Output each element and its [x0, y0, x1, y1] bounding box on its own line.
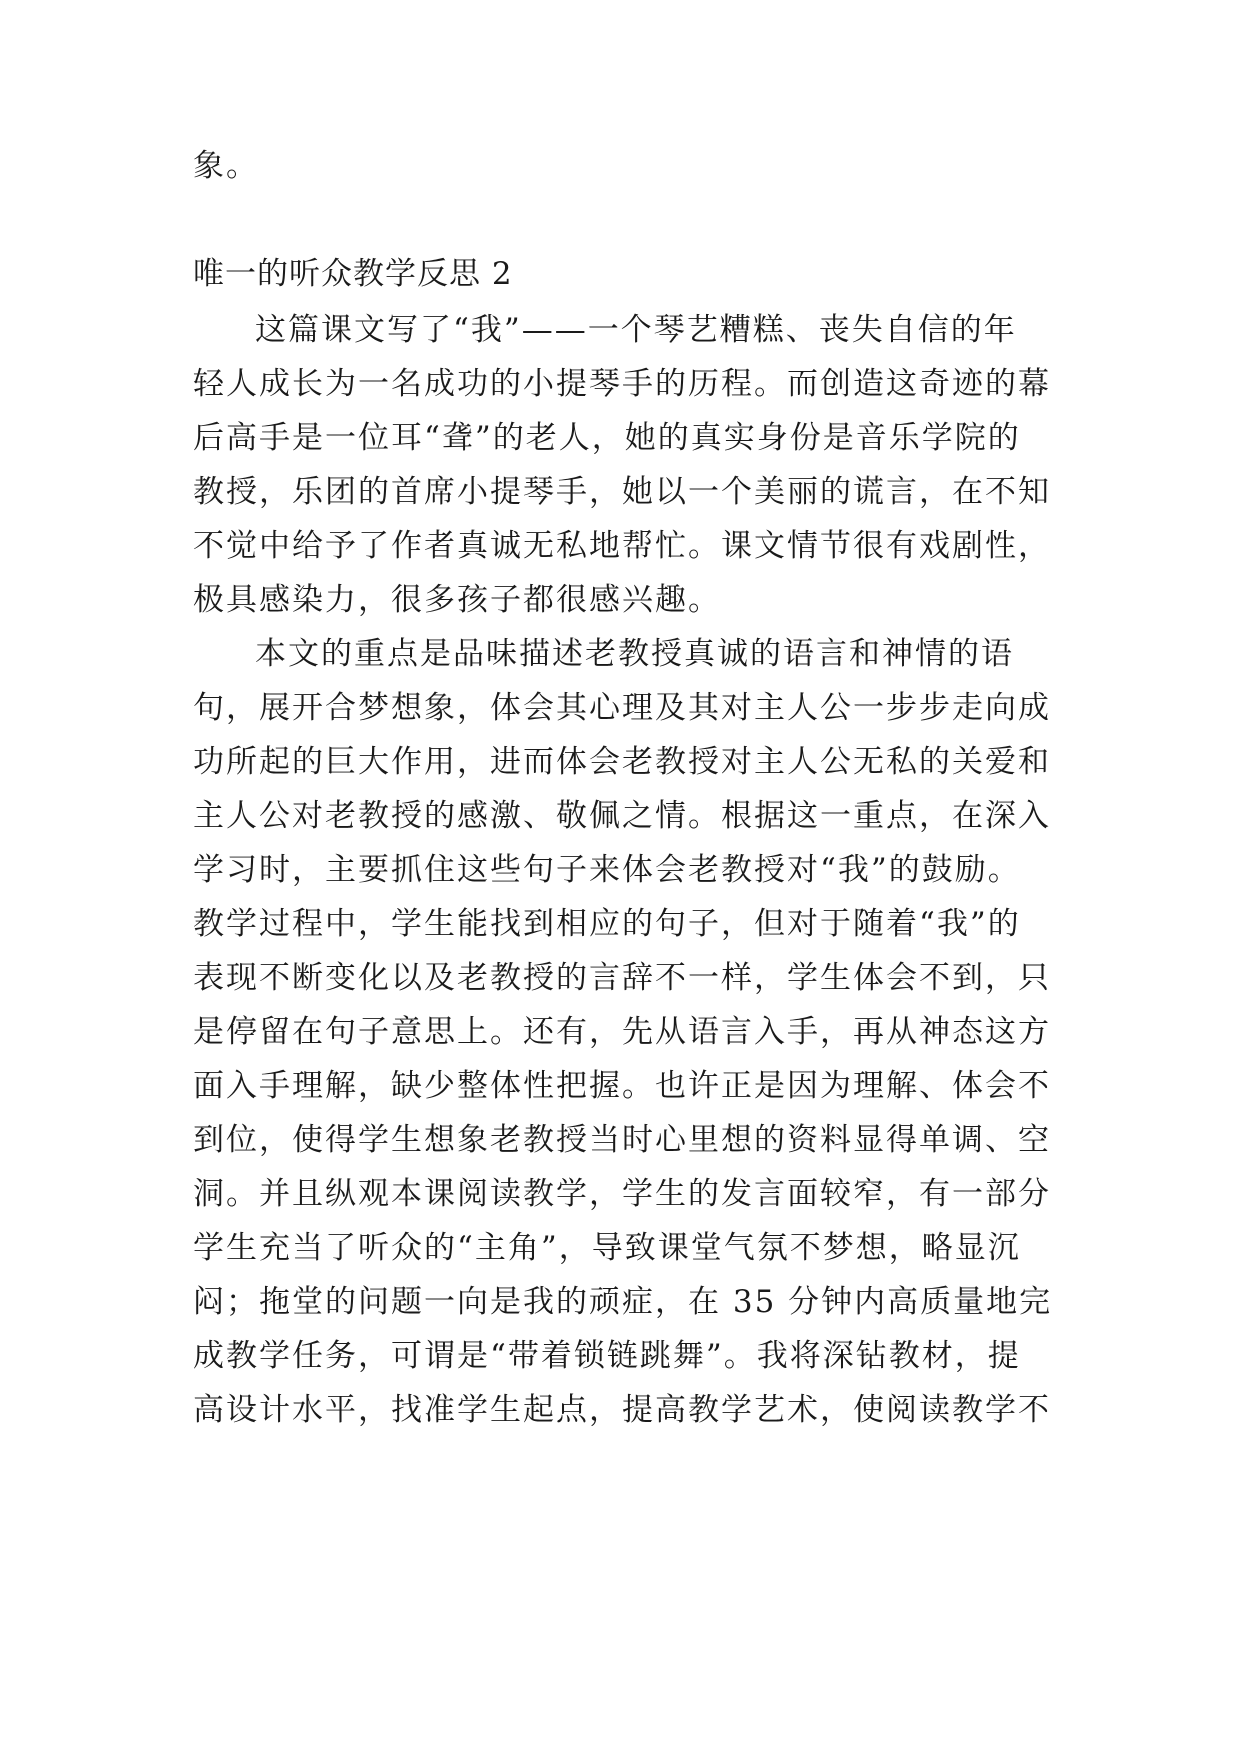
paragraph-line: 成教学任务，可谓是“带着锁链跳舞”。我将深钻教材，提	[193, 1338, 1021, 1374]
paragraph-line: 不觉中给予了作者真诚无私地帮忙。课文情节很有戏剧性，	[193, 528, 1051, 564]
paragraph-line: 闷；拖堂的问题一向是我的顽症，在 35 分钟内高质量地完	[193, 1284, 1053, 1320]
paragraph-line: 极具感染力，很多孩子都很感兴趣。	[193, 582, 721, 618]
paragraph-line: 轻人成长为一名成功的小提琴手的历程。而创造这奇迹的幕	[193, 366, 1051, 402]
paragraph-line: 功所起的巨大作用，进而体会老教授对主人公无私的关爱和	[193, 744, 1051, 780]
paragraph-line: 高设计水平，找准学生起点，提高教学艺术，使阅读教学不	[193, 1392, 1051, 1428]
paragraph-line: 学生充当了听众的“主角”，导致课堂气氛不梦想，略显沉	[193, 1230, 1021, 1266]
section-heading: 唯一的听众教学反思 2	[193, 256, 513, 292]
paragraph-line: 洞。并且纵观本课阅读教学，学生的发言面较窄，有一部分	[193, 1176, 1051, 1212]
paragraph-line: 教学过程中，学生能找到相应的句子，但对于随着“我”的	[193, 906, 1021, 942]
paragraph-line: 面入手理解，缺少整体性把握。也许正是因为理解、体会不	[193, 1068, 1051, 1104]
paragraph-line: 到位，使得学生想象老教授当时心里想的资料显得单调、空	[193, 1122, 1051, 1158]
paragraph-line: 是停留在句子意思上。还有，先从语言入手，再从神态这方	[193, 1014, 1051, 1050]
carryover-text: 象。	[193, 148, 259, 184]
paragraph-line: 句，展开合梦想象，体会其心理及其对主人公一步步走向成	[193, 690, 1051, 726]
paragraph-line: 这篇课文写了“我”——一个琴艺糟糕、丧失自信的年	[255, 312, 1017, 348]
paragraph-line: 主人公对老教授的感激、敬佩之情。根据这一重点，在深入	[193, 798, 1051, 834]
paragraph-line: 表现不断变化以及老教授的言辞不一样，学生体会不到，只	[193, 960, 1051, 996]
paragraph-line: 学习时，主要抓住这些句子来体会老教授对“我”的鼓励。	[193, 852, 1021, 888]
paragraph-line: 本文的重点是品味描述老教授真诚的语言和神情的语	[255, 636, 1014, 672]
paragraph-line: 教授，乐团的首席小提琴手，她以一个美丽的谎言，在不知	[193, 474, 1051, 510]
paragraph-line: 后高手是一位耳“聋”的老人，她的真实身份是音乐学院的	[193, 420, 1021, 456]
